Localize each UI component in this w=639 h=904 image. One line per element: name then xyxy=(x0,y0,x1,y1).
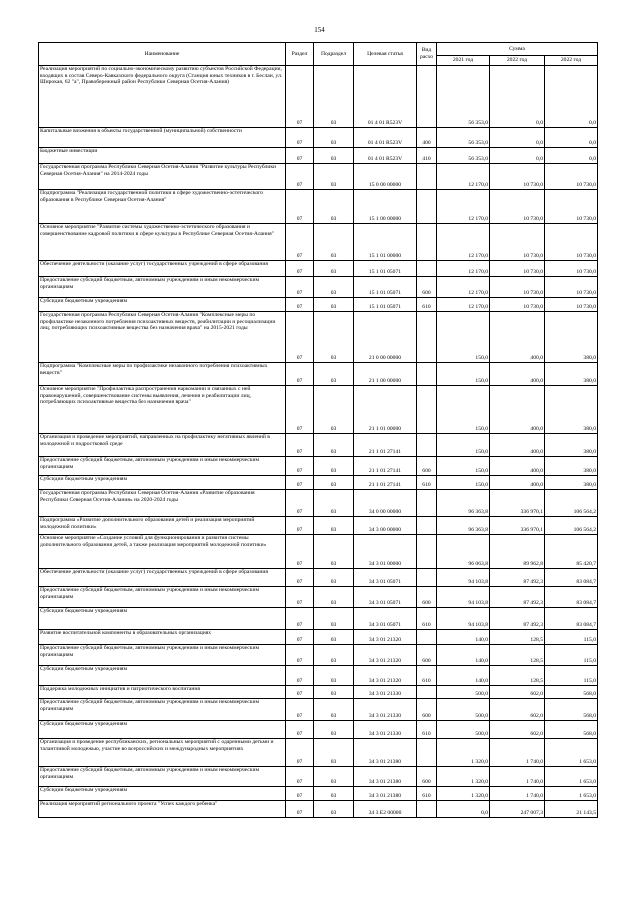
row-sum-2022b: 10 730,0 xyxy=(545,190,598,224)
row-podrazdel: 03 xyxy=(314,261,354,277)
row-sum-2022a: 89 962,8 xyxy=(490,535,545,569)
row-vid: 610 xyxy=(417,666,437,686)
row-name: Организация и проведение республиканских, региональных мероприятий с одаренными детьми и талантливой молодежью, участие во всероссийских и международных мероприятиях xyxy=(39,739,286,767)
row-sum-2022b: 380,0 xyxy=(545,386,598,434)
row-vid: 600 xyxy=(417,587,437,608)
row-podrazdel: 03 xyxy=(314,457,354,476)
row-vid: 410 xyxy=(417,148,437,164)
row-sum-2022a: 400,0 xyxy=(490,386,545,434)
row-sum-2022b: 380,0 xyxy=(545,476,598,490)
row-vid xyxy=(417,686,437,699)
row-name: Предоставление субсидий бюджетным, автономным учреждениям и иным некоммерческим организациям xyxy=(39,277,286,298)
row-sum-2022a: 336 970,1 xyxy=(490,517,545,535)
row-name: Поддержка молодежных инициатив и патриотического воспитания xyxy=(39,686,286,699)
row-sum-2022a: 128,5 xyxy=(490,666,545,686)
row-sum-2022a: 10 730,0 xyxy=(490,261,545,277)
row-target: 15 1 01 00000 xyxy=(354,224,417,261)
row-sum-2021: 12 170,0 xyxy=(437,261,490,277)
table-row xyxy=(39,261,598,277)
row-sum-2022a: 400,0 xyxy=(490,457,545,476)
row-sum-2021: 150,0 xyxy=(437,457,490,476)
row-sum-2021: 500,0 xyxy=(437,686,490,699)
row-sum-2021: 150,0 xyxy=(437,476,490,490)
row-razdel: 07 xyxy=(286,767,314,787)
row-podrazdel: 03 xyxy=(314,645,354,666)
row-target: 34 0 00 00000 xyxy=(354,490,417,517)
row-razdel: 07 xyxy=(286,569,314,587)
table-row xyxy=(39,630,598,645)
row-sum-2021: 96 063,8 xyxy=(437,535,490,569)
row-vid xyxy=(417,517,437,535)
row-sum-2021: 140,0 xyxy=(437,645,490,666)
table-row xyxy=(39,699,598,721)
row-sum-2021: 140,0 xyxy=(437,666,490,686)
row-podrazdel: 03 xyxy=(314,801,354,818)
row-vid: 610 xyxy=(417,721,437,739)
row-name: Реализация мероприятий по социально-экономическому развитию субъектов Российской Федерации, входящих в состав Северо-Кавказского федерального округа (Станция юных техников в г. Беслан, ул. Широкая, 62 "а", Правобережный район Республики Северная Осетия-Алания) xyxy=(39,66,286,128)
row-razdel: 07 xyxy=(286,587,314,608)
row-razdel: 07 xyxy=(286,164,314,190)
row-target: 15 1 00 00000 xyxy=(354,190,417,224)
row-target: 34 3 01 21380 xyxy=(354,739,417,767)
table-row xyxy=(39,587,598,608)
header-podrazdel: Подраздел xyxy=(314,43,354,66)
table-row xyxy=(39,535,598,569)
row-target: 34 3 E2 00000 xyxy=(354,801,417,818)
page-number: 154 xyxy=(314,26,325,34)
row-vid xyxy=(417,434,437,457)
row-sum-2022b: 85 420,7 xyxy=(545,535,598,569)
row-sum-2022b: 380,0 xyxy=(545,363,598,386)
row-razdel: 07 xyxy=(286,476,314,490)
row-vid xyxy=(417,164,437,190)
row-vid: 610 xyxy=(417,787,437,801)
row-vid: 610 xyxy=(417,476,437,490)
row-razdel: 07 xyxy=(286,666,314,686)
row-vid xyxy=(417,66,437,128)
table-row xyxy=(39,457,598,476)
row-name: Субсидии бюджетным учреждениям xyxy=(39,787,286,801)
row-sum-2022a: 128,5 xyxy=(490,645,545,666)
table-row xyxy=(39,66,598,128)
row-sum-2021: 0,0 xyxy=(437,801,490,818)
row-target: 01 4 01 R523V xyxy=(354,148,417,164)
table-row xyxy=(39,386,598,434)
row-sum-2021: 96 363,8 xyxy=(437,490,490,517)
row-target: 15 0 00 00000 xyxy=(354,164,417,190)
row-podrazdel: 03 xyxy=(314,386,354,434)
row-sum-2022b: 1 653,0 xyxy=(545,787,598,801)
row-sum-2022a: 336 970,1 xyxy=(490,490,545,517)
row-sum-2021: 56 353,0 xyxy=(437,66,490,128)
row-target: 21 1 01 00000 xyxy=(354,386,417,434)
row-vid: 600 xyxy=(417,645,437,666)
row-sum-2021: 96 363,8 xyxy=(437,517,490,535)
row-name: Реализация мероприятий регионального проекта "Успех каждого ребенка" xyxy=(39,801,286,818)
row-sum-2022a: 1 740,0 xyxy=(490,739,545,767)
row-podrazdel: 03 xyxy=(314,277,354,298)
row-sum-2022b: 10 730,0 xyxy=(545,298,598,312)
row-podrazdel: 03 xyxy=(314,224,354,261)
table-row xyxy=(39,490,598,517)
row-name: Капитальные вложения в объекты государственной (муниципальной) собственности xyxy=(39,128,286,148)
row-name: Обеспечение деятельности (оказание услуг) государственных учреждений в сфере образования xyxy=(39,261,286,277)
row-sum-2021: 56 353,0 xyxy=(437,128,490,148)
row-sum-2021: 500,0 xyxy=(437,721,490,739)
header-sum: Сумма xyxy=(437,43,598,56)
table-row xyxy=(39,645,598,666)
row-podrazdel: 03 xyxy=(314,190,354,224)
row-podrazdel: 03 xyxy=(314,164,354,190)
row-sum-2022a: 247 007,3 xyxy=(490,801,545,818)
row-podrazdel: 03 xyxy=(314,721,354,739)
row-sum-2022b: 83 084,7 xyxy=(545,587,598,608)
row-vid: 600 xyxy=(417,767,437,787)
table-row xyxy=(39,517,598,535)
row-name: Предоставление субсидий бюджетным, автономным учреждениям и иным некоммерческим организациям xyxy=(39,587,286,608)
row-razdel: 07 xyxy=(286,699,314,721)
row-podrazdel: 03 xyxy=(314,569,354,587)
row-sum-2022a: 602,0 xyxy=(490,686,545,699)
row-sum-2022a: 400,0 xyxy=(490,363,545,386)
row-sum-2022b: 380,0 xyxy=(545,434,598,457)
table-row xyxy=(39,312,598,363)
row-sum-2022b: 10 730,0 xyxy=(545,164,598,190)
row-target: 34 3 01 21380 xyxy=(354,787,417,801)
header-name: Наименование xyxy=(39,43,286,66)
row-target: 34 3 01 21320 xyxy=(354,645,417,666)
row-target: 15 1 01 05071 xyxy=(354,277,417,298)
row-vid: 400 xyxy=(417,128,437,148)
table-row xyxy=(39,739,598,767)
row-sum-2022b: 106 564,2 xyxy=(545,517,598,535)
row-sum-2021: 1 320,0 xyxy=(437,739,490,767)
row-sum-2022b: 106 564,2 xyxy=(545,490,598,517)
row-sum-2022b: 568,0 xyxy=(545,721,598,739)
row-name: Основное мероприятие «Создание условий для функционирования и развития системы дополнительного образования детей, а также реализация мероприятий молодежной политики» xyxy=(39,535,286,569)
row-podrazdel: 03 xyxy=(314,767,354,787)
row-name: Государственная программа Республики Северная Осетия-Алания «Развитие образования Республики Северная Осетия-Алания» на 2020-2024 годы xyxy=(39,490,286,517)
row-vid xyxy=(417,190,437,224)
table-row xyxy=(39,363,598,386)
row-sum-2021: 56 353,0 xyxy=(437,148,490,164)
row-podrazdel: 03 xyxy=(314,739,354,767)
row-sum-2022b: 568,0 xyxy=(545,686,598,699)
header-razdel: Раздел xyxy=(286,43,314,66)
row-target: 34 3 01 21330 xyxy=(354,721,417,739)
row-podrazdel: 03 xyxy=(314,490,354,517)
row-podrazdel: 03 xyxy=(314,434,354,457)
row-sum-2022a: 0,0 xyxy=(490,128,545,148)
row-podrazdel: 03 xyxy=(314,298,354,312)
row-sum-2021: 12 170,0 xyxy=(437,190,490,224)
row-razdel: 07 xyxy=(286,386,314,434)
row-razdel: 07 xyxy=(286,261,314,277)
table-row xyxy=(39,569,598,587)
row-sum-2022b: 83 084,7 xyxy=(545,608,598,630)
table-row xyxy=(39,608,598,630)
row-sum-2022b: 10 730,0 xyxy=(545,277,598,298)
row-razdel: 07 xyxy=(286,686,314,699)
row-podrazdel: 03 xyxy=(314,699,354,721)
row-sum-2022a: 602,0 xyxy=(490,721,545,739)
row-sum-2022b: 115,0 xyxy=(545,645,598,666)
table-row xyxy=(39,434,598,457)
row-name: Предоставление субсидий бюджетным, автономным учреждениям и иным некоммерческим организациям xyxy=(39,645,286,666)
row-name: Основное мероприятие "Профилактика распространения наркомании и связанных с ней правонарушений, совершенствование системы выявления, лечения и реабилитации лиц, потребляющих психоактивные вещества без назначения врача" xyxy=(39,386,286,434)
row-name: Субсидии бюджетным учреждениям xyxy=(39,298,286,312)
table-row xyxy=(39,767,598,787)
row-razdel: 07 xyxy=(286,739,314,767)
row-target: 34 3 01 21320 xyxy=(354,666,417,686)
row-podrazdel: 03 xyxy=(314,517,354,535)
row-razdel: 07 xyxy=(286,312,314,363)
row-sum-2021: 1 320,0 xyxy=(437,787,490,801)
row-sum-2021: 94 103,8 xyxy=(437,587,490,608)
row-sum-2021: 1 320,0 xyxy=(437,767,490,787)
row-target: 34 3 01 21320 xyxy=(354,630,417,645)
row-sum-2021: 140,0 xyxy=(437,630,490,645)
row-razdel: 07 xyxy=(286,128,314,148)
row-sum-2022a: 87 492,3 xyxy=(490,569,545,587)
row-name: Подпрограмма "Реализация государственной политики в сфере художественно-эстетического образования в Республике Северная Осетия-Алания" xyxy=(39,190,286,224)
row-sum-2022b: 10 730,0 xyxy=(545,261,598,277)
row-vid xyxy=(417,312,437,363)
row-vid xyxy=(417,490,437,517)
row-razdel: 07 xyxy=(286,721,314,739)
row-razdel: 07 xyxy=(286,608,314,630)
row-target: 15 1 01 05071 xyxy=(354,261,417,277)
row-target: 01 4 01 R523V xyxy=(354,128,417,148)
row-razdel: 07 xyxy=(286,298,314,312)
row-target: 21 1 01 27141 xyxy=(354,476,417,490)
row-sum-2022a: 87 492,3 xyxy=(490,587,545,608)
row-target: 01 4 01 R523V xyxy=(354,66,417,128)
row-vid xyxy=(417,261,437,277)
row-name: Организация и проведение мероприятий, направленных на профилактику негативных явлений в молодежной и подростковой среде xyxy=(39,434,286,457)
row-podrazdel: 03 xyxy=(314,148,354,164)
row-sum-2022b: 568,0 xyxy=(545,699,598,721)
row-podrazdel: 03 xyxy=(314,66,354,128)
table-row xyxy=(39,787,598,801)
row-sum-2022b: 115,0 xyxy=(545,630,598,645)
row-target: 34 3 01 21330 xyxy=(354,699,417,721)
row-sum-2022b: 10 730,0 xyxy=(545,224,598,261)
row-vid xyxy=(417,630,437,645)
row-sum-2022a: 400,0 xyxy=(490,312,545,363)
row-sum-2022a: 1 740,0 xyxy=(490,767,545,787)
table-row xyxy=(39,190,598,224)
row-sum-2021: 12 170,0 xyxy=(437,298,490,312)
row-sum-2022b: 1 653,0 xyxy=(545,767,598,787)
table-row xyxy=(39,277,598,298)
row-sum-2021: 150,0 xyxy=(437,312,490,363)
row-name: Основное мероприятие "Развитие системы художественно-эстетического образования и совершенствование кадровой политики в сфере культуры в Республике Северная Осетия-Алания" xyxy=(39,224,286,261)
row-target: 34 3 01 05071 xyxy=(354,608,417,630)
header-2022a: 2022 год xyxy=(490,56,545,66)
row-sum-2021: 500,0 xyxy=(437,699,490,721)
row-podrazdel: 03 xyxy=(314,587,354,608)
row-podrazdel: 03 xyxy=(314,363,354,386)
row-razdel: 07 xyxy=(286,535,314,569)
row-razdel: 07 xyxy=(286,148,314,164)
row-sum-2021: 12 170,0 xyxy=(437,164,490,190)
row-podrazdel: 03 xyxy=(314,630,354,645)
row-vid: 600 xyxy=(417,277,437,298)
row-razdel: 07 xyxy=(286,645,314,666)
table-row xyxy=(39,476,598,490)
row-sum-2021: 150,0 xyxy=(437,434,490,457)
table-row xyxy=(39,298,598,312)
row-sum-2021: 150,0 xyxy=(437,386,490,434)
row-sum-2022a: 400,0 xyxy=(490,476,545,490)
row-name: Развитие воспитательной компоненты в образовательных организациях xyxy=(39,630,286,645)
row-name: Предоставление субсидий бюджетным, автономным учреждениям и иным некоммерческим организациям xyxy=(39,767,286,787)
row-razdel: 07 xyxy=(286,224,314,261)
row-sum-2022b: 83 084,7 xyxy=(545,569,598,587)
row-sum-2021: 94 103,8 xyxy=(437,569,490,587)
row-vid: 610 xyxy=(417,608,437,630)
table-row xyxy=(39,128,598,148)
row-target: 21 1 00 00000 xyxy=(354,363,417,386)
row-podrazdel: 03 xyxy=(314,128,354,148)
row-name: Субсидии бюджетным учреждениям xyxy=(39,666,286,686)
row-razdel: 07 xyxy=(286,630,314,645)
row-sum-2022b: 0,0 xyxy=(545,148,598,164)
row-target: 21 1 01 27141 xyxy=(354,434,417,457)
row-target: 21 1 01 27141 xyxy=(354,457,417,476)
row-razdel: 07 xyxy=(286,517,314,535)
row-sum-2022a: 400,0 xyxy=(490,434,545,457)
row-vid xyxy=(417,386,437,434)
row-sum-2022a: 10 730,0 xyxy=(490,224,545,261)
row-name: Субсидии бюджетным учреждениям xyxy=(39,476,286,490)
row-vid xyxy=(417,535,437,569)
row-razdel: 07 xyxy=(286,490,314,517)
row-podrazdel: 03 xyxy=(314,476,354,490)
row-sum-2022b: 21 143,5 xyxy=(545,801,598,818)
row-name: Подпрограмма «Развитие дополнительного образования детей и реализация мероприятий молодежной политики» xyxy=(39,517,286,535)
row-name: Государственная программа Республики Северная Осетия-Алания "Комплексные меры по профилактике незаконного потребления психоактивных веществ, реабилитации и ресоциализации лиц, потребляющих психоактивные вещества без назначения врача" на 2015-2021 годы xyxy=(39,312,286,363)
row-sum-2021: 12 170,0 xyxy=(437,224,490,261)
row-sum-2021: 94 103,8 xyxy=(437,608,490,630)
row-name: Обеспечение деятельности (оказание услуг) государственных учреждений в сфере образования xyxy=(39,569,286,587)
row-vid xyxy=(417,363,437,386)
row-razdel: 07 xyxy=(286,277,314,298)
row-razdel: 07 xyxy=(286,787,314,801)
row-vid: 600 xyxy=(417,457,437,476)
row-name: Субсидии бюджетным учреждениям xyxy=(39,608,286,630)
row-sum-2022a: 0,0 xyxy=(490,66,545,128)
row-sum-2022a: 10 730,0 xyxy=(490,190,545,224)
row-target: 34 3 01 05071 xyxy=(354,569,417,587)
row-sum-2022a: 602,0 xyxy=(490,699,545,721)
row-razdel: 07 xyxy=(286,363,314,386)
row-target: 15 1 01 05071 xyxy=(354,298,417,312)
row-vid xyxy=(417,224,437,261)
row-vid xyxy=(417,801,437,818)
row-podrazdel: 03 xyxy=(314,787,354,801)
table-row xyxy=(39,164,598,190)
row-sum-2022a: 87 492,3 xyxy=(490,608,545,630)
row-razdel: 07 xyxy=(286,190,314,224)
row-target: 34 3 00 00000 xyxy=(354,517,417,535)
row-sum-2021: 150,0 xyxy=(437,363,490,386)
row-sum-2022b: 380,0 xyxy=(545,457,598,476)
row-sum-2022a: 128,5 xyxy=(490,630,545,645)
row-razdel: 07 xyxy=(286,801,314,818)
row-name: Бюджетные инвестиции xyxy=(39,148,286,164)
header-target: Целевая статья xyxy=(354,43,417,66)
row-target: 21 0 00 00000 xyxy=(354,312,417,363)
row-sum-2022a: 10 730,0 xyxy=(490,277,545,298)
row-sum-2022b: 1 653,0 xyxy=(545,739,598,767)
row-sum-2022a: 0,0 xyxy=(490,148,545,164)
row-vid xyxy=(417,739,437,767)
row-sum-2022b: 0,0 xyxy=(545,66,598,128)
row-sum-2022b: 115,0 xyxy=(545,666,598,686)
table-row xyxy=(39,148,598,164)
row-sum-2022a: 10 730,0 xyxy=(490,164,545,190)
table-row xyxy=(39,686,598,699)
row-sum-2022b: 380,0 xyxy=(545,312,598,363)
row-target: 34 3 01 00000 xyxy=(354,535,417,569)
table-body xyxy=(39,66,598,818)
row-vid xyxy=(417,569,437,587)
row-podrazdel: 03 xyxy=(314,666,354,686)
row-name: Предоставление субсидий бюджетным, автономным учреждениям и иным некоммерческим организациям xyxy=(39,699,286,721)
row-sum-2022a: 10 730,0 xyxy=(490,298,545,312)
table-row xyxy=(39,801,598,818)
row-podrazdel: 03 xyxy=(314,608,354,630)
row-razdel: 07 xyxy=(286,66,314,128)
row-name: Государственная программа Республики Северная Осетия-Алания "Развитие культуры Республики Северная Осетия-Алания" на 2014-2024 годы xyxy=(39,164,286,190)
row-name: Предоставление субсидий бюджетным, автономным учреждениям и иным некоммерческим организациям xyxy=(39,457,286,476)
row-name: Субсидии бюджетным учреждениям xyxy=(39,721,286,739)
header-2022b: 2022 год xyxy=(545,56,598,66)
row-vid: 600 xyxy=(417,699,437,721)
row-vid: 610 xyxy=(417,298,437,312)
row-podrazdel: 03 xyxy=(314,312,354,363)
row-target: 34 3 01 21380 xyxy=(354,767,417,787)
row-podrazdel: 03 xyxy=(314,535,354,569)
row-target: 34 3 01 21330 xyxy=(354,686,417,699)
budget-table xyxy=(38,42,598,818)
row-razdel: 07 xyxy=(286,434,314,457)
row-target: 34 3 01 05071 xyxy=(354,587,417,608)
row-podrazdel: 03 xyxy=(314,686,354,699)
header-2021: 2021 год xyxy=(437,56,490,66)
row-sum-2021: 12 170,0 xyxy=(437,277,490,298)
table-row xyxy=(39,224,598,261)
row-razdel: 07 xyxy=(286,457,314,476)
row-sum-2022b: 0,0 xyxy=(545,128,598,148)
row-sum-2022a: 1 740,0 xyxy=(490,787,545,801)
header-vid: Вид расхо xyxy=(417,43,437,66)
table-row xyxy=(39,721,598,739)
table-row xyxy=(39,666,598,686)
row-name: Подпрограмма "Комплексные меры по профилактике незаконного потребления психоактивных веществ" xyxy=(39,363,286,386)
